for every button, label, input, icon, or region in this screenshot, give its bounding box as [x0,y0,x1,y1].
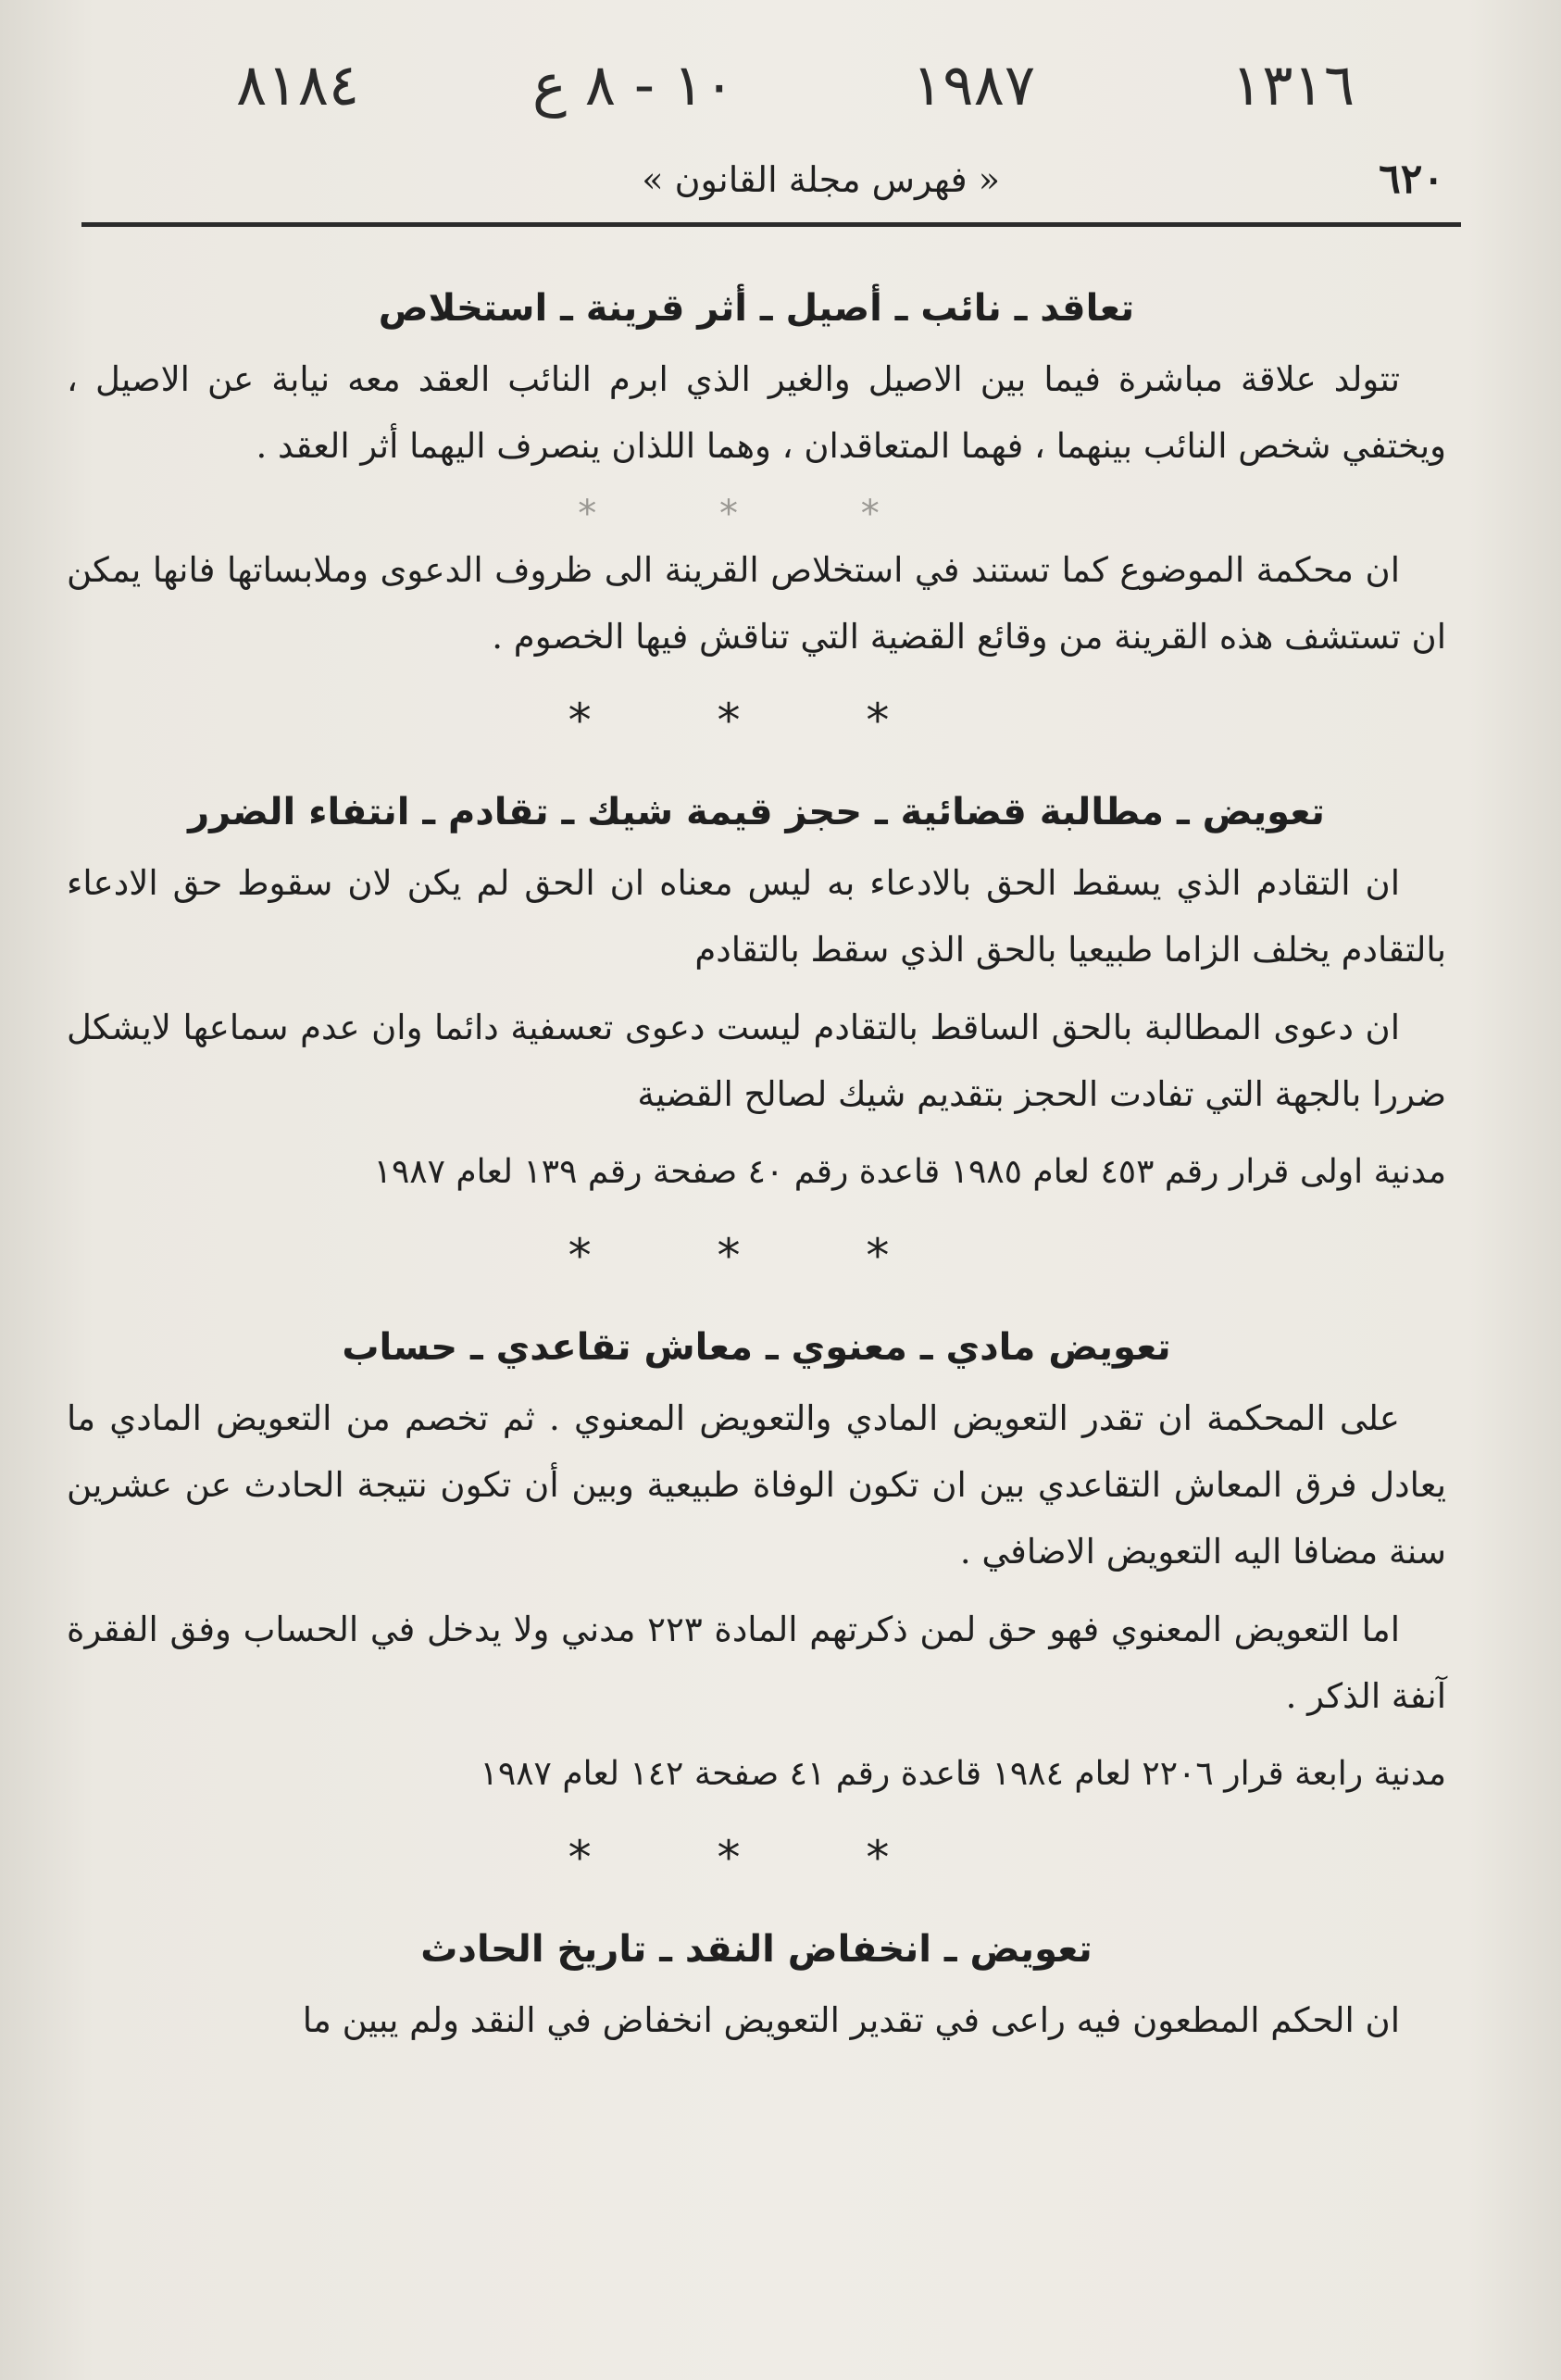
faint-separator: * * * [578,493,935,535]
body-paragraph: ان التقادم الذي يسقط الحق بالادعاء به ليس معناه ان الحق لم يكن لان سقوط حق الادعاء بالتقادم يخلف الزاما طبيعيا بالحق الذي سقط بالتقادم [67,863,1446,970]
handwritten-note: ١٠ - ٨ ع [532,51,735,119]
body-paragraph: على المحكمة ان تقدر التعويض المادي والتعويض المعنوي . ثم تخصم من التعويض المادي ما يعادل فرق المعاش التقاعدي بين ان تكون الوفاة طبيعية وبين أن تكون نتيجة الحادث عن عشرين سنة مضافا اليه التعويض الاضافي . [67,1398,1446,1572]
body-paragraph: ان الحكم المطعون فيه راعى في تقدير التعويض انخفاض في النقد ولم يبين ما [302,2000,1400,2040]
header-divider [81,222,1461,227]
document-body [67,269,1446,2065]
section-heading: تعويض ـ مطالبة قضائية ـ حجز قيمة شيك ـ تقادم ـ انتفاء الضرر [188,791,1325,833]
handwritten-annotations [0,51,1561,134]
handwritten-note: ٨١٨٤ [236,51,360,119]
running-title: « فهرس مجلة القانون » [642,159,1000,200]
section-separator: * * * [568,694,945,747]
handwritten-note: ١٩٨٧ [912,51,1036,119]
citation: مدنية رابعة قرار ٢٢٠٦ لعام ١٩٨٤ قاعدة رقم ٤١ صفحة ١٤٢ لعام ١٩٨٧ [480,1755,1446,1793]
page-number: ٦٢٠ [1379,156,1444,203]
section-separator: * * * [568,1831,945,1885]
section-heading: تعويض مادي ـ معنوي ـ معاش تقاعدي ـ حساب [342,1326,1171,1369]
section-heading: تعاقد ـ نائب ـ أصيل ـ أثر قرينة ـ استخلاص [378,287,1135,330]
section-separator: * * * [568,1229,945,1283]
body-paragraph: تتولد علاقة مباشرة فيما بين الاصيل والغير الذي ابرم النائب العقد معه نيابة عن الاصيل ، ويختفي شخص النائب بينهما ، فهما المتعاقدان ، وهما اللذان ينصرف اليهما أثر العقد . [67,359,1446,466]
body-paragraph: ان محكمة الموضوع كما تستند في استخلاص القرينة الى ظروف الدعوى وملابساتها فانها يمكن ان تستشف هذه القرينة من وقائع القضية التي تناقش فيها الخصوم . [67,550,1446,657]
handwritten-note: ١٣١٦ [1231,51,1355,119]
body-paragraph: اما التعويض المعنوي فهو حق لمن ذكرتهم المادة ٢٢٣ مدني ولا يدخل في الحساب وفق الفقرة آنفة الذكر . [67,1610,1446,1716]
body-paragraph: ان دعوى المطالبة بالحق الساقط بالتقادم ليست دعوى تعسفية دائما وان عدم سماعها لايشكل ضررا بالجهة التي تفادت الحجز بتقديم شيك لصالح القضية [67,1008,1446,1114]
running-head [83,156,1444,211]
section-heading: تعويض ـ انخفاض النقد ـ تاريخ الحادث [420,1928,1093,1971]
citation: مدنية اولى قرار رقم ٤٥٣ لعام ١٩٨٥ قاعدة رقم ٤٠ صفحة رقم ١٣٩ لعام ١٩٨٧ [373,1153,1446,1191]
